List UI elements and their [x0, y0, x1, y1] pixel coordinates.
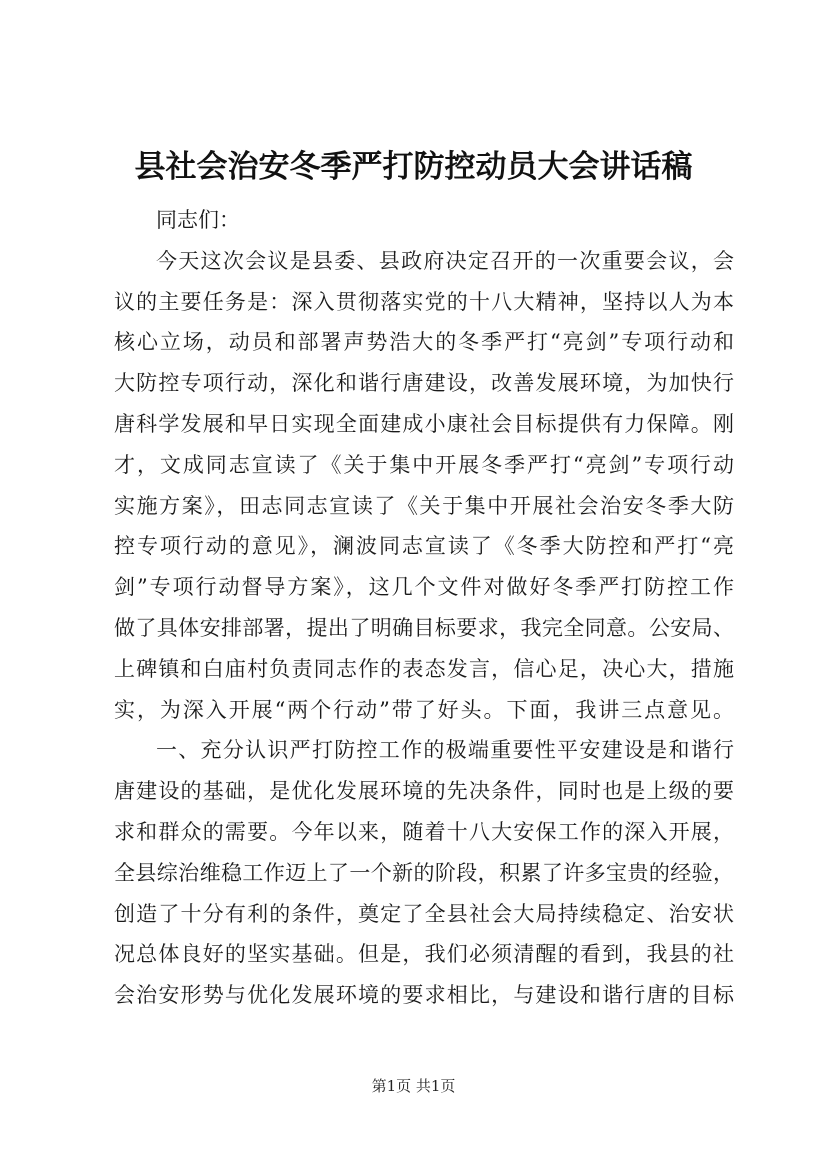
paragraph-line: 剑”专项行动督导方案》，这几个文件对做好冬季严打防控工作	[114, 575, 734, 600]
document-body	[114, 200, 734, 1016]
paragraph-line: 控专项行动的意见》，澜波同志宣读了《冬季大防控和严打“亮	[114, 534, 734, 559]
paragraph-line: 才，文成同志宣读了《关于集中开展冬季严打“亮剑”专项行动	[114, 452, 734, 477]
paragraph-line: 况总体良好的坚实基础。但是，我们必须清醒的看到，我县的社	[114, 942, 734, 967]
page-number-footer: 第1页 共1页	[371, 1077, 456, 1095]
salutation-line: 同志们：	[156, 208, 240, 232]
paragraph-line: 唐建设的基础，是优化发展环境的先决条件，同时也是上级的要	[114, 779, 734, 804]
paragraph-line: 大防控专项行动，深化和谐行唐建设，改善发展环境，为加快行	[114, 371, 734, 396]
paragraph-line: 创造了十分有利的条件，奠定了全县社会大局持续稳定、治安状	[114, 901, 734, 926]
document-title: 县社会治安冬季严打防控动员大会讲话稿	[134, 149, 693, 185]
paragraph-line: 求和群众的需要。今年以来，随着十八大安保工作的深入开展，	[114, 819, 734, 844]
paragraph-line: 做了具体安排部署，提出了明确目标要求，我完全同意。公安局、	[114, 615, 734, 640]
paragraph-line: 今天这次会议是县委、县政府决定召开的一次重要会议，会	[156, 248, 734, 273]
paragraph-line: 议的主要任务是：深入贯彻落实党的十八大精神，坚持以人为本	[114, 289, 734, 314]
section-heading-line: 一、充分认识严打防控工作的极端重要性平安建设是和谐行	[156, 738, 734, 763]
paragraph-line: 实，为深入开展“两个行动”带了好头。下面，我讲三点意见。	[114, 697, 734, 722]
paragraph-line: 会治安形势与优化发展环境的要求相比，与建设和谐行唐的目标	[114, 983, 734, 1008]
paragraph-line: 核心立场，动员和部署声势浩大的冬季严打“亮剑”专项行动和	[114, 330, 734, 355]
paragraph-line: 唐科学发展和早日实现全面建成小康社会目标提供有力保障。刚	[114, 411, 734, 436]
paragraph-line: 全县综治维稳工作迈上了一个新的阶段，积累了许多宝贵的经验，	[114, 860, 734, 885]
paragraph-line: 上碑镇和白庙村负责同志作的表态发言，信心足，决心大，措施	[114, 656, 734, 681]
paragraph-line: 实施方案》，田志同志宣读了《关于集中开展社会治安冬季大防	[114, 493, 734, 518]
